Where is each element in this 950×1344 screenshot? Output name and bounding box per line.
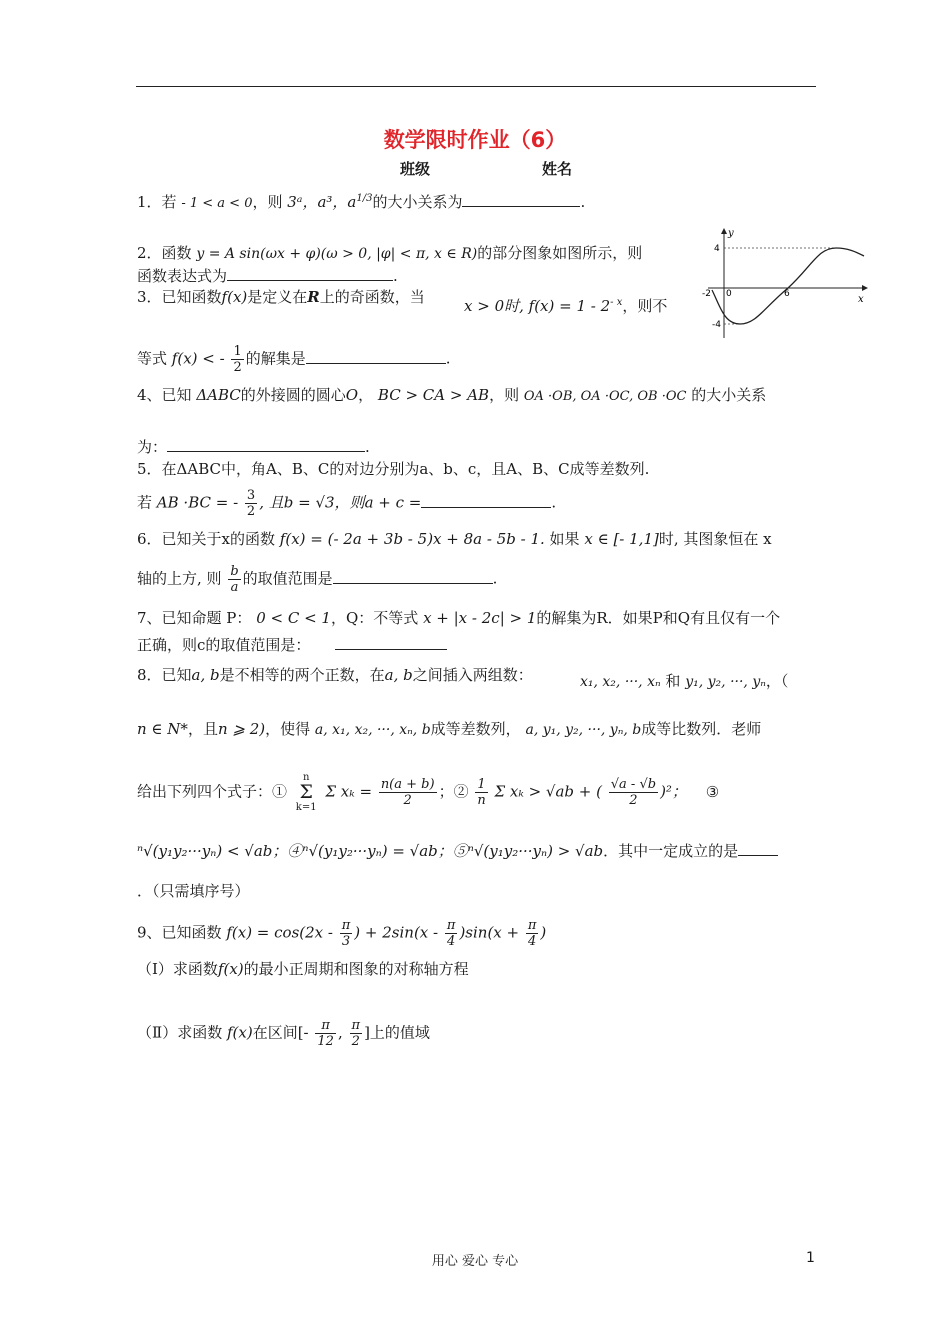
question-8-line4: ⁿ√(y₁y₂···yₙ) < √ab；④ⁿ√(y₁y₂···yₙ) = √ab；⑤ⁿ√(y₁y₂···yₙ) > √ab．其中一定成立的是 [137,840,778,862]
question-8-line2: n ∈ N*，且n ⩾ 2)，使得 a, x₁, x₂, ···, xₙ, b成等差数列， a, y₁, y₂, ···, yₙ, b成等比数列．老师 [137,720,762,738]
question-4-line2: 为： . [137,438,370,456]
question-1: 1．若 - 1 < a < 0，则 3ᵃ，a³，$a^{1/3}$的大小关系为 . [137,193,586,211]
page-number: 1 [806,1250,815,1266]
question-9-part2: （Ⅱ）求函数 f(x)在区间[- $\frac{\pi}{12}$ , $\frac{\pi}{2}$ ]上的值域 [137,1018,430,1049]
question-9-part1: （Ⅰ）求函数f(x)的最小正周期和图象的对称轴方程 [137,960,469,978]
question-9: 9、已知函数 f(x) = cos(2x - $\frac{\pi}{3}$ ) + 2sin(x - $\frac{\pi}{4}$ )sin(x + $\frac{\pi}{4}$ ) [137,918,547,949]
footer-text: 用心 爱心 专心 [431,1254,519,1269]
page-title: 数学限时作业（6） [383,128,567,152]
question-8: 8．已知a, b是不相等的两个正数，在a, b之间插入两组数： [137,666,533,684]
answer-blank-3[interactable] [306,349,446,364]
sine-curve [712,248,864,324]
question-6-line2: 轴的上方, 则 $\frac{b}{a}$ 的取值范围是 . [137,564,498,595]
answer-blank-7[interactable] [335,635,447,650]
header-rule [136,86,816,87]
question-4: 4、已知 ΔABC的外接圆的圆心O， BC > CA > AB，则 OA ·OB, OA ·OC, OB ·OC 的大小关系 [137,386,767,404]
question-7: 7、已知命题 P： 0 < C < 1，Q：不等式 x + |x - 2c| > 1的解集为R．如果P和Q有且仅有一个 [137,609,781,627]
question-3: 3．已知函数f(x)是定义在R上的奇函数，当 [137,288,425,306]
question-8-seqs: x₁, x₂, ···, xₙ 和 y₁, y₂, ···, yₙ，（ [580,672,789,690]
class-name-row [400,158,684,179]
name-label: 姓名 [542,160,573,178]
tick-y-top: 4 [714,244,720,254]
question-5-line2: 若 AB ·BC = - $\frac{3}{2}$ , 且b = √3，则a + c = . [137,488,557,519]
tick-x-right: 6 [784,289,790,299]
question-5: 5．在ΔABC中，角A、B、C的对边分别为a、b、c，且A、B、C成等差数列. [137,460,650,478]
question-2: 2．函数 y = A sin(ωx + φ)(ω > 0, |φ| < π, x ∈ R)的部分图象如图所示，则 [137,244,643,262]
x-axis-label: x [858,294,864,305]
answer-blank-1[interactable] [462,192,580,207]
answer-blank-4[interactable] [167,437,365,452]
tick-origin: 0 [726,289,732,299]
answer-blank-5[interactable] [421,493,551,508]
tick-x-left: -2 [702,289,711,299]
class-label: 班级 [400,160,431,178]
question-6: 6．已知关于x的函数 f(x) = (- 2a + 3b - 5)x + 8a - 5b - 1. 如果 x ∈ [- 1,1]时, 其图象恒在 x [137,530,772,548]
question-3-cond: x > 0时, $f(x) = 1 - 2^{- x}$，则不 [464,297,668,315]
question-7-line2: 正确，则c的取值范围是： [137,634,447,656]
y-axis-label: y [728,228,734,239]
question-8-line3: 给出下列四个式子：① n Σ k=1 Σ xₖ = $\frac{n(a + b)}{2}$ ；② $\frac{1}{n}$ Σ xₖ > √ab + ( $\frac{√a - √b}{2}$ )²； ③ [137,772,720,813]
answer-blank-2[interactable] [227,266,393,281]
question-8-line5: ．（只需填序号） [137,882,250,900]
tick-y-bot: -4 [712,320,721,330]
question-3-line2: 等式 f(x) < - $\frac{1}{2}$ 的解集是 . [137,344,451,375]
sine-graph [702,226,870,344]
question-2-line2: 函数表达式为 . [137,267,398,285]
answer-blank-6[interactable] [333,569,493,584]
answer-blank-8[interactable] [738,841,778,856]
